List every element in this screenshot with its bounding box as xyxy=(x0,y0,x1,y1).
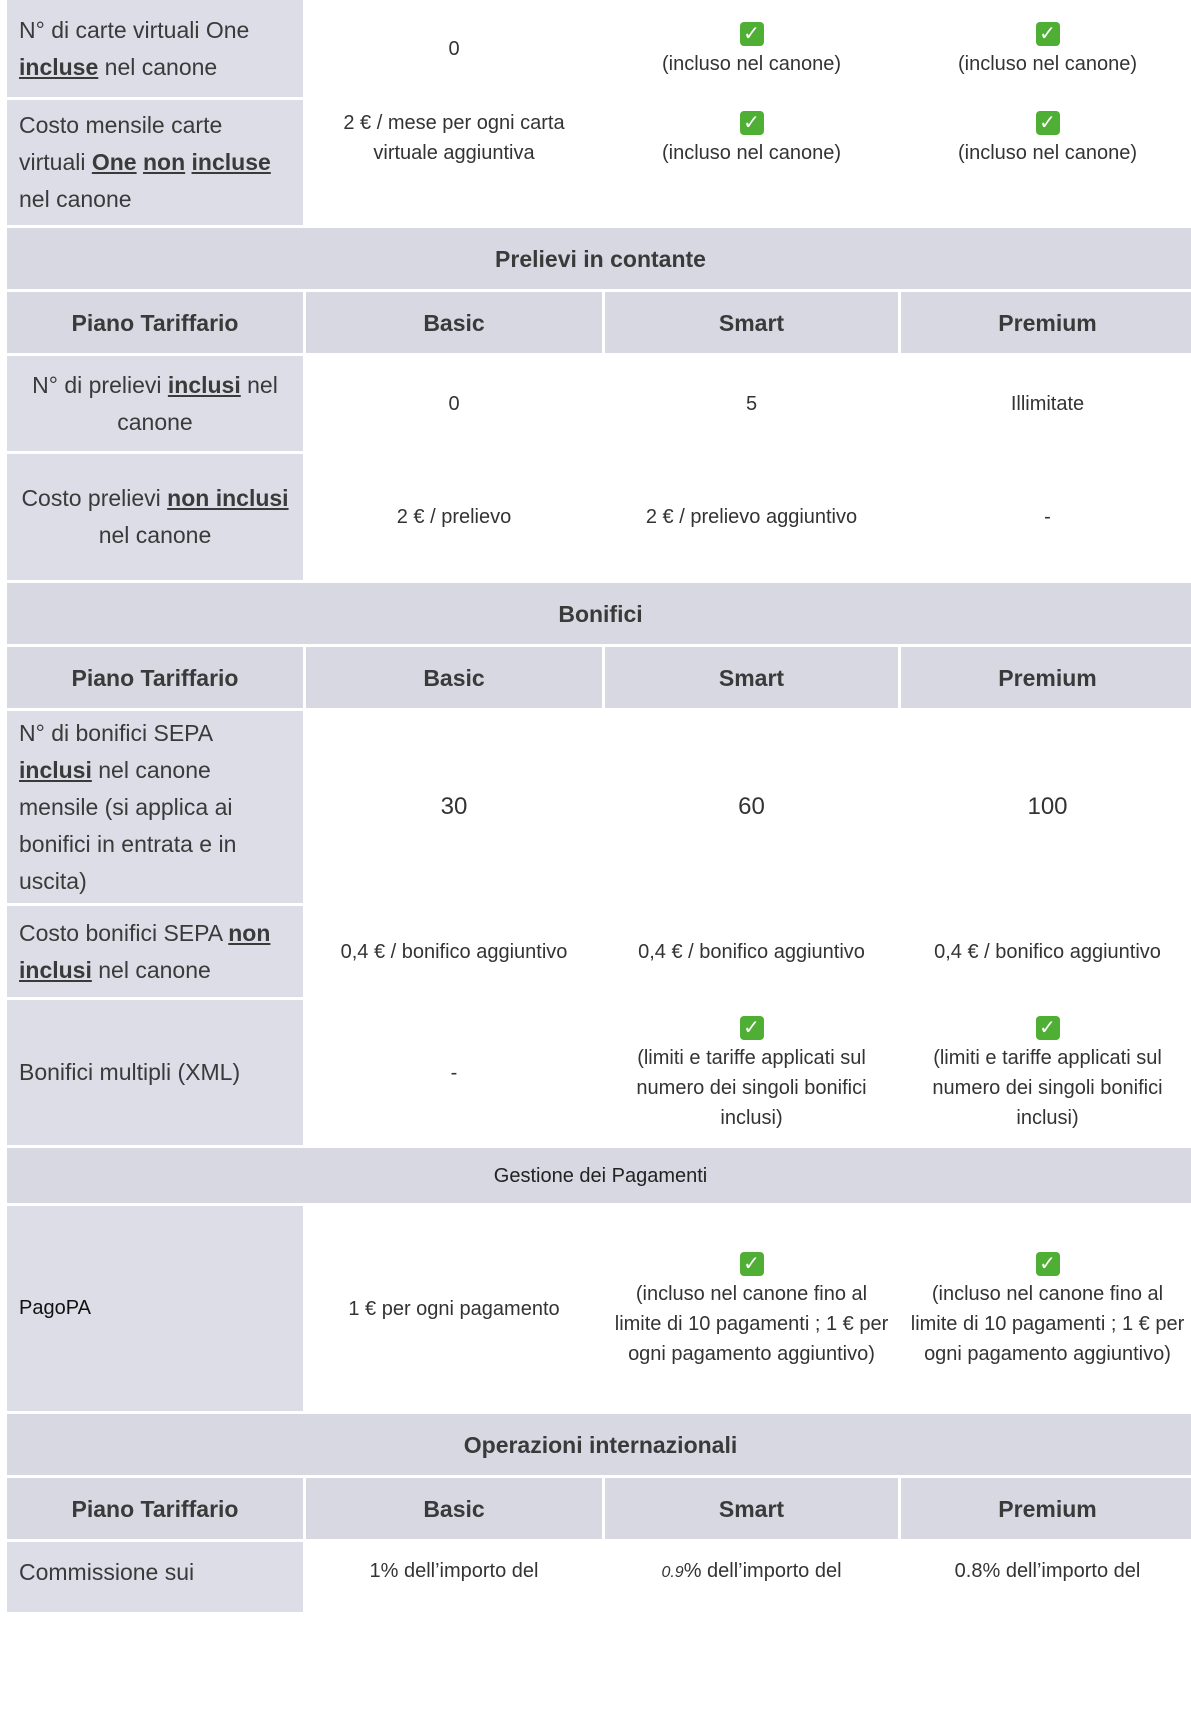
header-basic: Basic xyxy=(306,647,602,708)
premium-cell: ✓ (incluso nel canone fino al limite di 10 pagamenti ; 1 € per ogni pagamento aggiuntivo) xyxy=(901,1206,1191,1411)
table-row xyxy=(7,1000,1191,1145)
section-row xyxy=(7,1414,1191,1475)
header-premium: Premium xyxy=(901,647,1191,708)
table-row xyxy=(7,0,1191,97)
section-row xyxy=(7,228,1191,289)
row-label-virtual-cards-cost: Costo mensile carte virtuali One non incluse nel canone xyxy=(7,100,303,225)
basic-cell: 30 xyxy=(306,711,602,903)
basic-cell: 0 xyxy=(306,356,602,451)
row-label-bonifici-inclusi: N° di bonifici SEPA inclusi nel canone mensile (si applica ai bonifici in entrata e in uscita) xyxy=(7,711,303,903)
row-label-commissione: Commissione sui xyxy=(7,1542,303,1612)
premium-cell: ✓ (limiti e tariffe applicati sul numero dei singoli bonifici inclusi) xyxy=(901,1000,1191,1145)
basic-cell: - xyxy=(306,1000,602,1145)
section-row xyxy=(7,1148,1191,1203)
row-label-bonifici-multipli: Bonifici multipli (XML) xyxy=(7,1000,303,1145)
header-smart: Smart xyxy=(605,1478,898,1539)
row-label-virtual-cards-included: N° di carte virtuali One incluse nel canone xyxy=(7,0,303,97)
header-row xyxy=(7,647,1191,708)
premium-cell: 0.8% dell’importo del xyxy=(901,1542,1191,1612)
premium-cell: 100 xyxy=(901,711,1191,903)
table-row xyxy=(7,1206,1191,1411)
premium-cell: ✓ (incluso nel canone) xyxy=(901,0,1191,97)
check-icon: ✓ xyxy=(1036,111,1060,135)
table-row xyxy=(7,711,1191,903)
table-row xyxy=(7,906,1191,997)
header-row xyxy=(7,1478,1191,1539)
premium-cell: 0,4 € / bonifico aggiuntivo xyxy=(901,906,1191,997)
smart-cell: ✓ (limiti e tariffe applicati sul numero dei singoli bonifici inclusi) xyxy=(605,1000,898,1145)
table-row xyxy=(7,454,1191,580)
tariff-table-page xyxy=(7,0,1191,1615)
check-icon: ✓ xyxy=(740,22,764,46)
basic-cell: 2 € / prelievo xyxy=(306,454,602,580)
header-smart: Smart xyxy=(605,292,898,353)
smart-cell: 0,4 € / bonifico aggiuntivo xyxy=(605,906,898,997)
header-basic: Basic xyxy=(306,1478,602,1539)
smart-cell: 60 xyxy=(605,711,898,903)
header-piano: Piano Tariffario xyxy=(7,292,303,353)
table-row xyxy=(7,1542,1191,1612)
row-label-bonifici-costo: Costo bonifici SEPA non inclusi nel canone xyxy=(7,906,303,997)
basic-cell: 1% dell’importo del xyxy=(306,1542,602,1612)
header-piano: Piano Tariffario xyxy=(7,647,303,708)
tariff-comparison-table xyxy=(4,0,1191,1615)
section-title-pagamenti: Gestione dei Pagamenti xyxy=(7,1148,1191,1203)
smart-cell: 0.9% dell’importo del xyxy=(605,1542,898,1612)
check-icon: ✓ xyxy=(740,1016,764,1040)
smart-cell: 2 € / prelievo aggiuntivo xyxy=(605,454,898,580)
premium-cell: Illimitate xyxy=(901,356,1191,451)
premium-cell: ✓ (incluso nel canone) xyxy=(901,100,1191,225)
basic-cell: 0,4 € / bonifico aggiuntivo xyxy=(306,906,602,997)
header-basic: Basic xyxy=(306,292,602,353)
header-piano: Piano Tariffario xyxy=(7,1478,303,1539)
check-icon: ✓ xyxy=(1036,22,1060,46)
header-smart: Smart xyxy=(605,647,898,708)
smart-cell: ✓ (incluso nel canone fino al limite di 10 pagamenti ; 1 € per ogni pagamento aggiuntivo) xyxy=(605,1206,898,1411)
header-premium: Premium xyxy=(901,292,1191,353)
table-row xyxy=(7,100,1191,225)
section-title-bonifici: Bonifici xyxy=(7,583,1191,644)
check-icon: ✓ xyxy=(740,111,764,135)
section-row xyxy=(7,583,1191,644)
row-label-pagopa: PagoPA xyxy=(7,1206,303,1411)
smart-cell: ✓ (incluso nel canone) xyxy=(605,100,898,225)
check-icon: ✓ xyxy=(1036,1252,1060,1276)
premium-cell: - xyxy=(901,454,1191,580)
header-premium: Premium xyxy=(901,1478,1191,1539)
header-row xyxy=(7,292,1191,353)
smart-cell: 5 xyxy=(605,356,898,451)
basic-cell: 0 xyxy=(306,0,602,97)
table-row xyxy=(7,356,1191,451)
section-title-prelievi: Prelievi in contante xyxy=(7,228,1191,289)
check-icon: ✓ xyxy=(1036,1016,1060,1040)
check-icon: ✓ xyxy=(740,1252,764,1276)
basic-cell: 1 € per ogni pagamento xyxy=(306,1206,602,1411)
basic-cell: 2 € / mese per ogni carta virtuale aggiuntiva xyxy=(306,100,602,225)
section-title-internazionali: Operazioni internazionali xyxy=(7,1414,1191,1475)
row-label-prelievi-inclusi: N° di prelievi inclusi nel canone xyxy=(7,356,303,451)
smart-cell: ✓ (incluso nel canone) xyxy=(605,0,898,97)
row-label-prelievi-costo: Costo prelievi non inclusi nel canone xyxy=(7,454,303,580)
